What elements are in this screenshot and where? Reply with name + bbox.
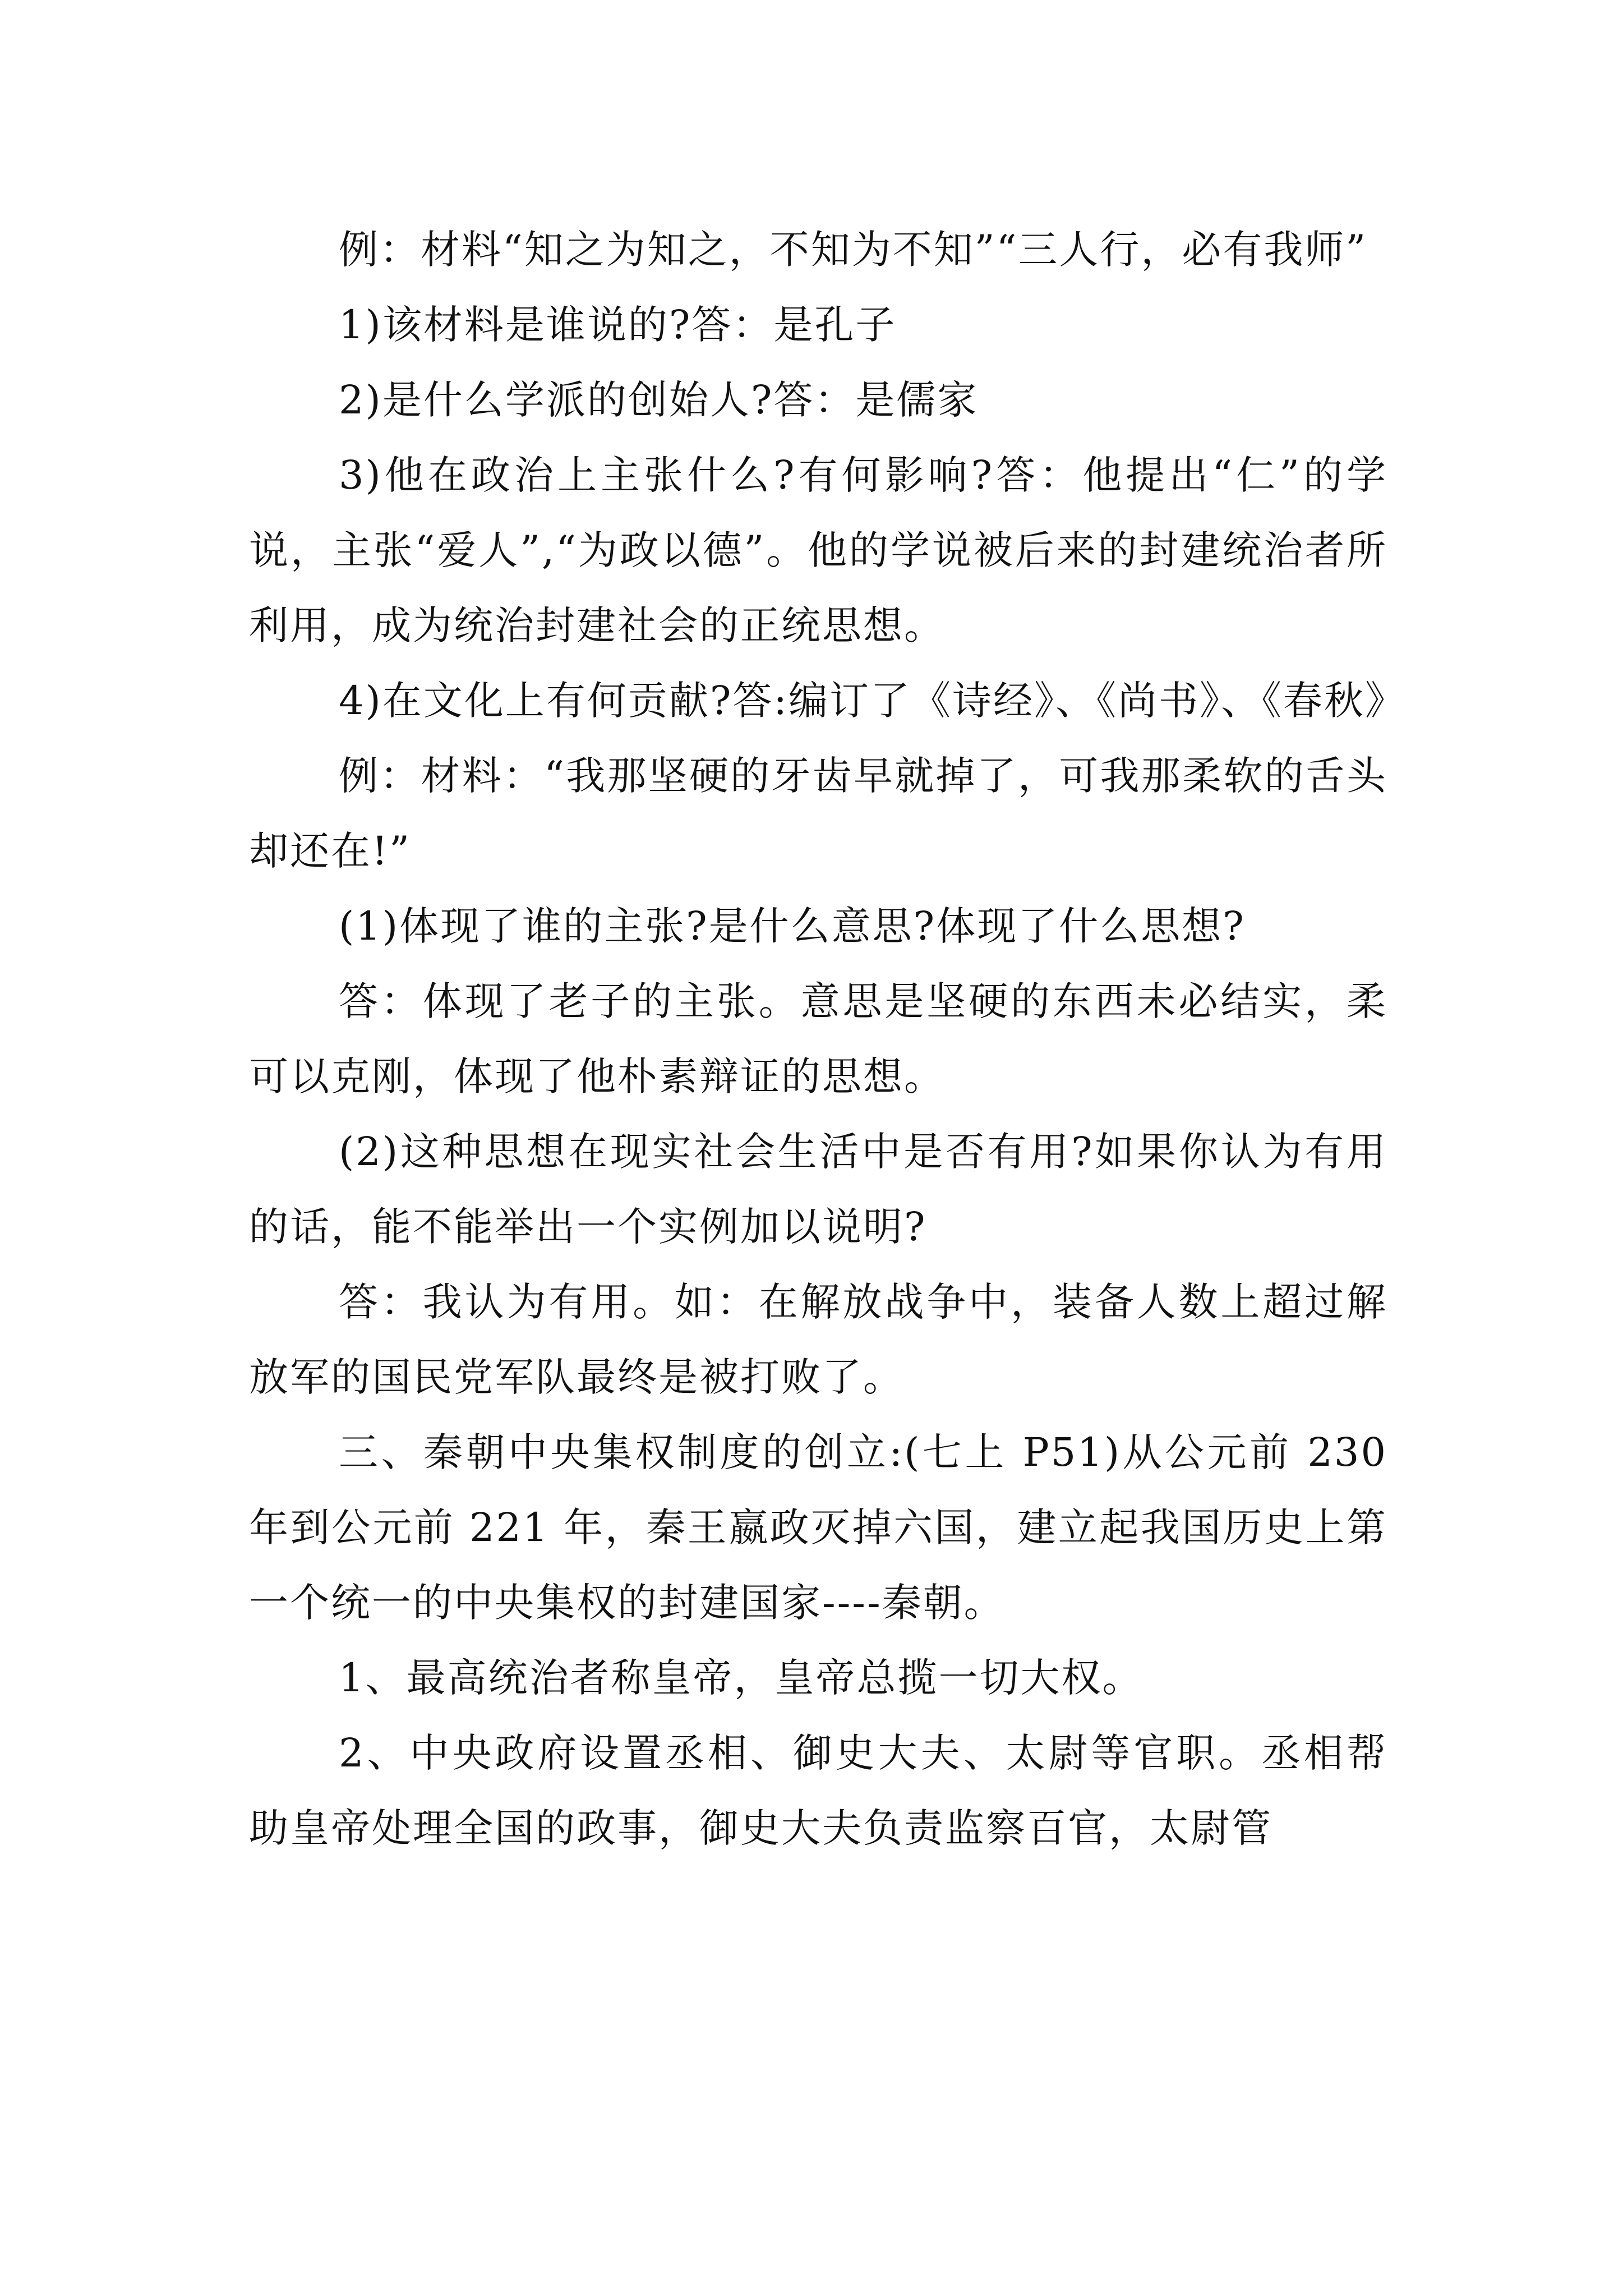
- paragraph-question-4: 4)在文化上有何贡献?答:编订了《诗经》、《尚书》、《春秋》: [339, 678, 1406, 724]
- paragraph-example-confucius: 例：材料“知之为知之，不知为不知”“三人行，必有我师”: [339, 227, 1368, 273]
- paragraph-section-qin: 三、秦朝中央集权制度的创立:(七上 P51)从公元前 230 年到公元前 221 年，秦王嬴政灭掉六国，建立起我国历史上第一个统一的中央集权的封建国家----秦朝。: [249, 1429, 1387, 1626]
- paragraph-question-2: 2)是什么学派的创始人?答：是儒家: [339, 377, 979, 423]
- paragraph-question-1: 1)该材料是谁说的?答：是孔子: [339, 302, 897, 348]
- paragraph-qin-point-1: 1、最高统治者称皇帝，皇帝总揽一切大权。: [339, 1655, 1144, 1701]
- paragraph-laozi-answer-2: 答：我认为有用。如：在解放战争中，装备人数上超过解放军的国民党军队最终是被打败了。: [249, 1279, 1387, 1400]
- paragraph-question-3: 3)他在政治上主张什么?有何影响?答：他提出“仁”的学说，主张“爱人”,“为政以德”。他的学说被后来的封建统治者所利用，成为统治封建社会的正统思想。: [249, 452, 1387, 648]
- document-body: [249, 212, 1406, 1866]
- paragraph-laozi-answer-1: 答：体现了老子的主张。意思是坚硬的东西未必结实，柔可以克刚，体现了他朴素辩证的思想。: [249, 978, 1387, 1099]
- paragraph-qin-point-2: 2、中央政府设置丞相、御史大夫、太尉等官职。丞相帮助皇帝处理全国的政事，御史大夫负责监察百官，太尉管: [249, 1730, 1387, 1851]
- paragraph-laozi-question-1: (1)体现了谁的主张?是什么意思?体现了什么思想?: [339, 903, 1246, 949]
- paragraph-example-laozi: 例：材料：“我那坚硬的牙齿早就掉了，可我那柔软的舌头却还在!”: [249, 753, 1387, 874]
- paragraph-laozi-question-2: (2)这种思想在现实社会生活中是否有用?如果你认为有用的话，能不能举出一个实例加以说明?: [249, 1129, 1387, 1250]
